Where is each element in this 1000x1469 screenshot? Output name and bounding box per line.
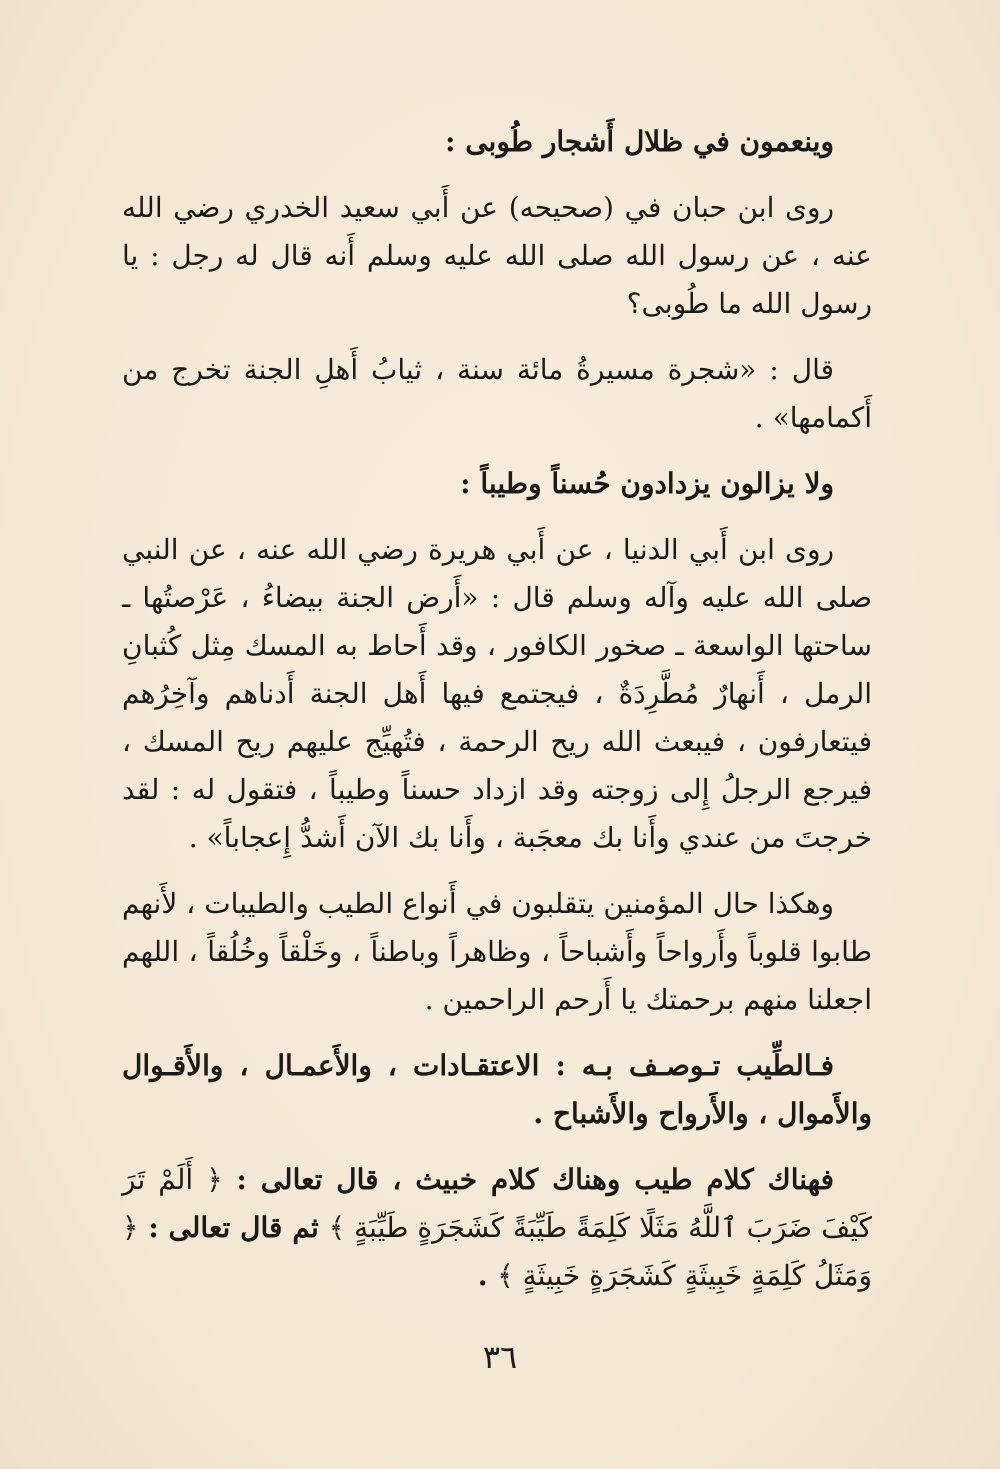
- quran-verse-good-word: ﴿ أَلَمْ تَرَ كَيْفَ ضَرَبَ ٱللَّهُ مَثَلًا كَلِمَةً طَيِّبَةً كَشَجَرَةٍ طَيِّبَةٍ ﴾: [122, 1163, 872, 1244]
- paragraph-good-bad-speech: [122, 1156, 872, 1300]
- quran-verse-bad-word: ﴿ وَمَثَلُ كَلِمَةٍ خَبِيثَةٍ كَشَجَرَةٍ خَبِيثَةٍ ﴾: [122, 1211, 872, 1292]
- paragraph-tayyib-described: فـالطِّيب تـوصـف بـه : الاعتقـادات ، والأَعمـال ، والأَقـوال والأَموال ، والأَرواح والأَشباح .: [122, 1049, 872, 1130]
- page-number: ٣٦: [482, 1338, 518, 1376]
- paragraph-ibn-hibban: روى ابن حبان في (صحيحه) عن أَبي سعيد الخدري رضي الله عنه ، عن رسول الله صلى الله عليه وسلم أَنه قال له رجل : يا رسول الله ما طُوبى؟: [122, 191, 872, 320]
- speech-mid: ثم قال تعالى :: [138, 1211, 329, 1244]
- paragraph-believers: وهكذا حال المؤمنين يتقلبون في أَنواع الطيب والطيبات ، لأَنهم طابوا قلوباً وأَرواحاً وأَشباحاً ، وظاهراً وباطناً ، وخَلْقاً وخُلُقاً ، اللهم اجعلنا منهم برحمتك يا أَرحم الراحمين .: [122, 887, 872, 1016]
- speech-lead: فهناك كلام طيب وهناك كلام خبيث ، قال تعالى :: [222, 1163, 834, 1196]
- page-body: [122, 118, 872, 1318]
- section-heading-tuba: وينعمون في ظلال أَشجار طُوبى :: [445, 125, 834, 158]
- paragraph-tuba-answer: قال : «شجرة مسيرةُ مائة سنة ، ثيابُ أَهلِ الجنة تخرج من أَكمامها» .: [122, 353, 872, 434]
- section-heading-increase: ولا يزالون يزدادون حُسناً وطيباً :: [460, 467, 834, 500]
- speech-end: .: [477, 1259, 498, 1292]
- paragraph-ibn-abi-dunya: روى ابن أَبي الدنيا ، عن أَبي هريرة رضي الله عنه ، عن النبي صلى الله عليه وآله وسلم قال : «أَرض الجنة بيضاءُ ، عَرْصتُها ـ ساحتها الواسعة ـ صخور الكافور ، وقد أَحاط به المسك مِثل كُثبانِ الرمل ، أَنهارٌ مُطَّرِدَةٌ ، فيجتمع فيها أَهل الجنة أَدناهم وآخِرُهم فيتعارفون ، فيبعث الله ريح الرحمة ، فتُهيِّج عليهم ريح المسك ، فيرجع الرجلُ إِلى زوجته وقد ازداد حسناً وطيباً ، فتقول له : لقد خرجتَ من عندي وأَنا بك معجَبة ، وأَنا بك الآن أَشدُّ إِعجاباً» .: [122, 533, 872, 854]
